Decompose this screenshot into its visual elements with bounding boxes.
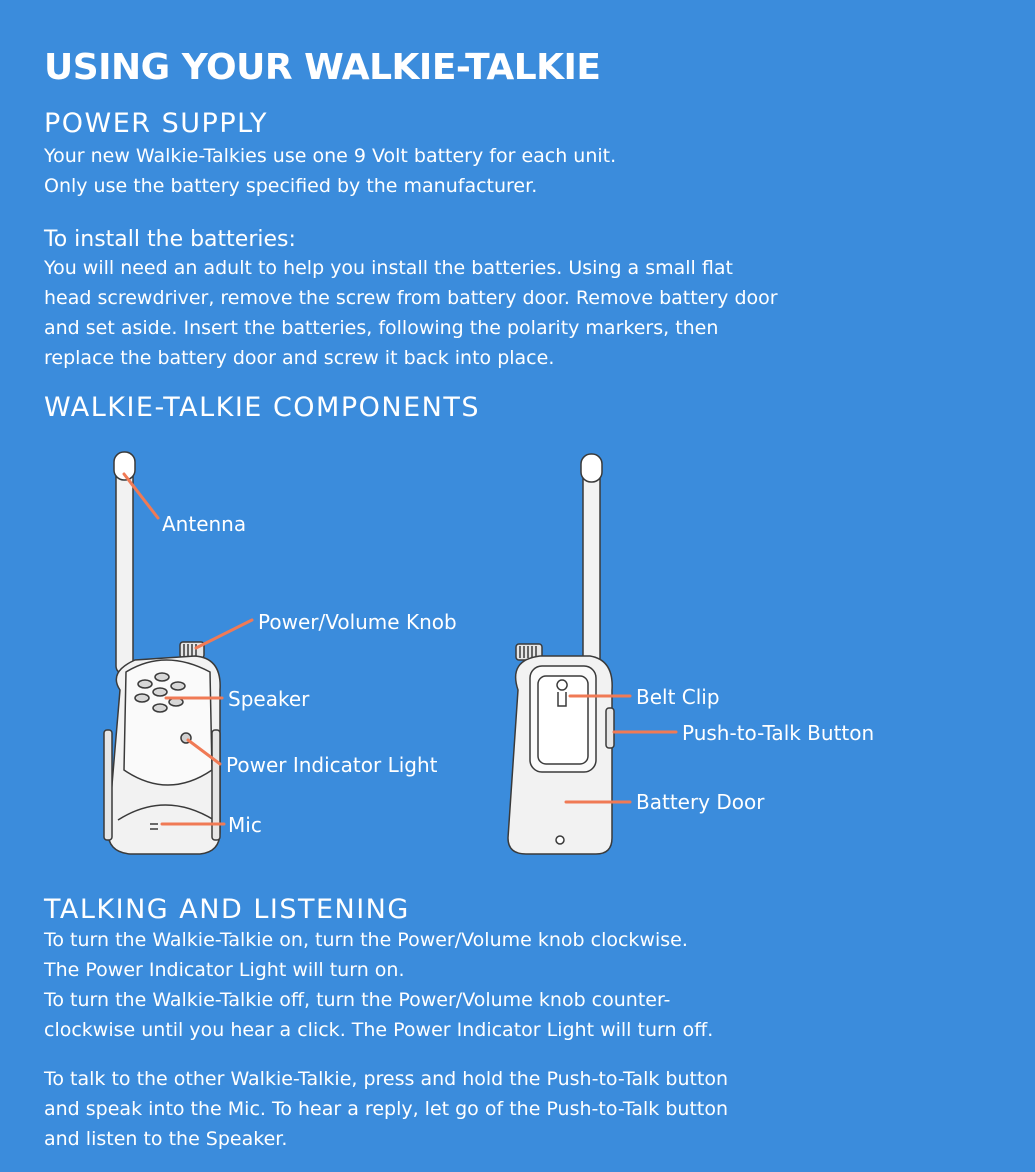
text-line: Only use the battery specified by the manufacturer. [44,175,538,197]
power-supply-text [44,141,616,201]
mic-label: Mic [228,813,262,837]
speaker-hole [171,682,185,690]
knob-label: Power/Volume Knob [258,610,457,634]
walkie-talkie-illustration [0,440,1035,880]
text-line: clockwise until you hear a click. The Power Indicator Light will turn off. [44,1019,714,1041]
battery-door-label: Battery Door [636,790,765,814]
talking-text-2 [44,1064,728,1154]
ptt-label: Push-to-Talk Button [682,721,875,745]
text-line: and set aside. Insert the batteries, following the polarity markers, then [44,317,719,339]
text-line: You will need an adult to help you install the batteries. Using a small flat [44,257,733,279]
text-line: The Power Indicator Light will turn on. [44,959,405,981]
text-line: and speak into the Mic. To hear a reply, let go of the Push-to-Talk button [44,1098,729,1120]
antenna-label: Antenna [162,512,247,536]
knob-leader [196,620,252,648]
ptt-shape [606,708,614,748]
screw [556,836,564,844]
antenna-tip [581,454,602,482]
belt-clip-label: Belt Clip [636,685,720,709]
back-unit [508,454,614,854]
speaker-label: Speaker [228,687,310,711]
light-label: Power Indicator Light [226,753,438,777]
speaker-hole [138,680,152,688]
text-line: To turn the Walkie-Talkie off, turn the Power/Volume knob counter- [44,989,671,1011]
talking-heading: TALKING AND LISTENING [44,894,410,925]
power-supply-heading: POWER SUPPLY [44,108,269,139]
speaker-hole [135,694,149,702]
text-line: To turn the Walkie-Talkie on, turn the Power/Volume knob clockwise. [44,929,688,951]
antenna-rod [583,460,600,670]
install-text [44,253,778,373]
text-line: To talk to the other Walkie-Talkie, press and hold the Push-to-Talk button [44,1068,729,1090]
text-line: and listen to the Speaker. [44,1128,288,1150]
components-heading: WALKIE-TALKIE COMPONENTS [44,392,480,423]
text-line: Your new Walkie-Talkies use one 9 Volt battery for each unit. [44,145,617,167]
speaker-hole [153,704,167,712]
speaker-hole [153,688,167,696]
text-line: replace the battery door and screw it back into place. [44,347,555,369]
antenna-rod [116,454,133,674]
text-line: head screwdriver, remove the screw from battery door. Remove battery door [44,287,778,309]
page-title: USING YOUR WALKIE-TALKIE [44,47,601,88]
install-heading: To install the batteries: [44,227,296,252]
talking-text [44,925,713,1045]
speaker-hole [155,673,169,681]
components-diagram [0,440,1035,880]
